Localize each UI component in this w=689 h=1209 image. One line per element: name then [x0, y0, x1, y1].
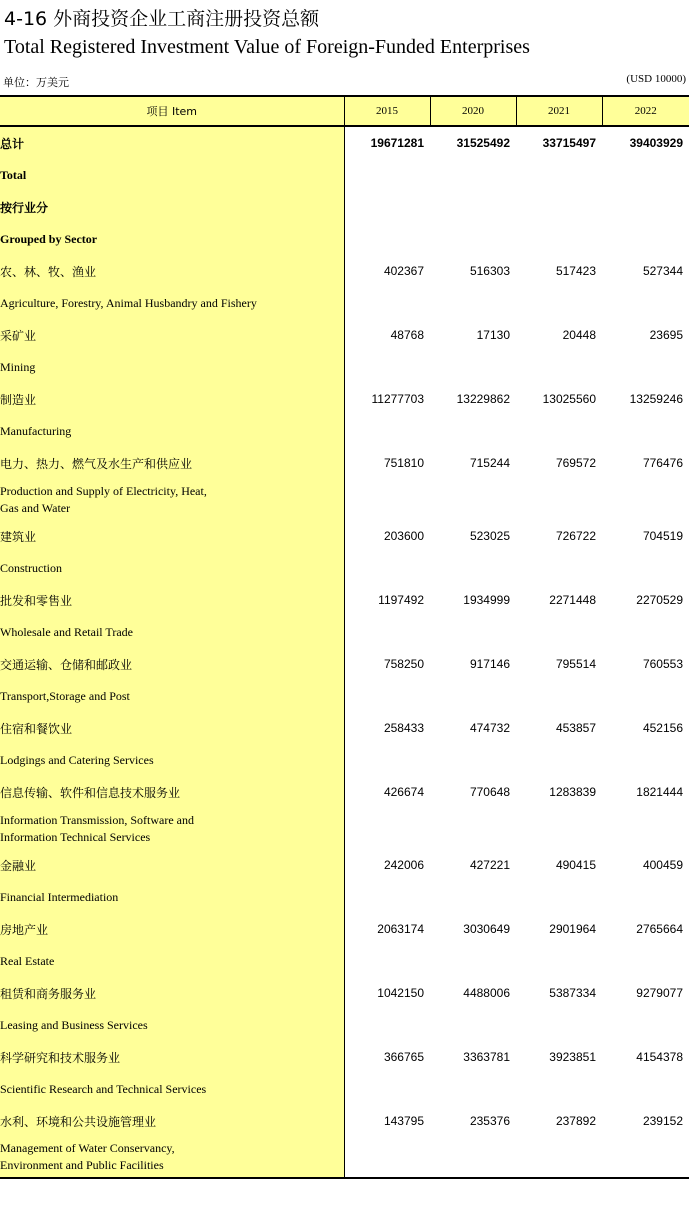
sector-value: 427221 [469, 858, 510, 872]
sector-value: 426674 [383, 785, 424, 799]
sector-row [0, 776, 689, 808]
sector-value: 2901964 [549, 922, 596, 936]
sector-label-english [0, 945, 344, 977]
sector-label-english [0, 415, 344, 447]
sector-label-chinese: 信息传输、软件和信息技术服务业 [0, 776, 344, 808]
sector-value: 5387334 [549, 986, 596, 1000]
empty-cell [344, 680, 430, 712]
sector-value: 3030649 [463, 922, 510, 936]
sector-label-english [0, 351, 344, 383]
sector-row [0, 712, 689, 744]
empty-cell [516, 881, 602, 913]
sector-value: 452156 [642, 721, 683, 735]
sector-value: 13259246 [629, 392, 683, 406]
sector-value: 917146 [469, 657, 510, 671]
sector-row [0, 520, 689, 552]
empty-cell [516, 744, 602, 776]
empty-cell [602, 479, 689, 520]
sector-row [0, 319, 689, 351]
header-year: 2020 [430, 96, 516, 126]
sector-label-chinese: 交通运输、仓储和邮政业 [0, 648, 344, 680]
sector-label-english-line: Manufacturing [0, 423, 72, 438]
sector-row [0, 849, 689, 881]
empty-cell [430, 351, 516, 383]
sector-value: 11277703 [371, 392, 424, 406]
group-row [0, 191, 689, 223]
sector-row [0, 255, 689, 287]
sector-value: 490415 [555, 858, 596, 872]
sector-row [0, 584, 689, 616]
empty-cell [602, 808, 689, 849]
sector-label-chinese: 采矿业 [0, 319, 344, 351]
empty-cell [344, 808, 430, 849]
total-value: 39403929 [629, 136, 683, 150]
sector-value: 366765 [383, 1050, 424, 1064]
sector-value: 4488006 [463, 986, 510, 1000]
sector-label-chinese: 制造业 [0, 383, 344, 415]
empty-cell [602, 881, 689, 913]
empty-cell [344, 881, 430, 913]
sector-value: 239152 [642, 1114, 683, 1128]
empty-cell [602, 1009, 689, 1041]
sector-value: 235376 [469, 1114, 510, 1128]
empty-cell [344, 415, 430, 447]
empty-cell [602, 552, 689, 584]
sector-label-english-line: Wholesale and Retail Trade [0, 624, 133, 639]
header-year: 2021 [516, 96, 602, 126]
empty-cell [344, 1073, 430, 1105]
sector-label-chinese: 建筑业 [0, 520, 344, 552]
sector-value: 1283839 [549, 785, 596, 799]
sector-value: 2270529 [636, 593, 683, 607]
sector-english-row [0, 1137, 689, 1178]
sector-value: 13025560 [542, 392, 596, 406]
total-value: 31525492 [456, 136, 510, 150]
empty-cell [430, 744, 516, 776]
empty-cell [430, 616, 516, 648]
empty-cell [602, 616, 689, 648]
empty-cell [430, 808, 516, 849]
sector-label-chinese: 水利、环境和公共设施管理业 [0, 1105, 344, 1137]
empty-cell [344, 1137, 430, 1178]
empty-cell [602, 415, 689, 447]
empty-cell [430, 415, 516, 447]
sector-value: 2765664 [636, 922, 683, 936]
empty-cell [430, 881, 516, 913]
sector-value: 726722 [555, 529, 596, 543]
sector-english-row [0, 351, 689, 383]
table-title-english: Total Registered Investment Value of Foreign-Funded Enterprises [4, 36, 530, 58]
sector-label-english-line: Information Transmission, Software and [0, 812, 194, 827]
empty-cell [516, 552, 602, 584]
empty-cell [344, 744, 430, 776]
sector-value: 143795 [383, 1114, 424, 1128]
sector-english-row [0, 680, 689, 712]
sector-label-english [0, 881, 344, 913]
sector-label-english-line: Leasing and Business Services [0, 1017, 148, 1032]
sector-label-chinese: 金融业 [0, 849, 344, 881]
empty-cell [602, 1137, 689, 1178]
empty-cell [516, 808, 602, 849]
sector-value: 17130 [476, 328, 510, 342]
group-label-english: Grouped by Sector [0, 223, 344, 255]
sector-english-row [0, 945, 689, 977]
sector-english-row [0, 479, 689, 520]
table-body [0, 126, 689, 1178]
sector-value: 400459 [642, 858, 683, 872]
empty-cell [430, 680, 516, 712]
empty-cell [430, 552, 516, 584]
header-year: 2015 [344, 96, 430, 126]
sector-english-row [0, 1009, 689, 1041]
sector-label-english [0, 808, 344, 849]
sector-value: 1042150 [377, 986, 424, 1000]
sector-english-row [0, 881, 689, 913]
sector-label-english [0, 479, 344, 520]
empty-cell [344, 552, 430, 584]
sector-value: 3363781 [463, 1050, 510, 1064]
empty-cell [344, 287, 430, 319]
header-year: 2022 [602, 96, 689, 126]
sector-value: 20448 [562, 328, 596, 342]
sector-english-row [0, 1073, 689, 1105]
sector-label-english-line: Management of Water Conservancy, [0, 1141, 175, 1155]
sector-row [0, 913, 689, 945]
empty-cell [516, 945, 602, 977]
empty-cell [430, 1009, 516, 1041]
sector-value: 523025 [469, 529, 510, 543]
sector-label-english-line: Production and Supply of Electricity, Heat, [0, 483, 207, 498]
total-label-chinese: 总计 [0, 126, 344, 159]
sector-value: 242006 [383, 858, 424, 872]
group-label-chinese: 按行业分 [0, 191, 344, 223]
empty-cell [344, 616, 430, 648]
empty-cell [344, 479, 430, 520]
sector-value: 203600 [383, 529, 424, 543]
sector-label-english-line: Scientific Research and Technical Services [0, 1081, 207, 1096]
sector-label-english [0, 680, 344, 712]
table-title-chinese: 4-16 外商投资企业工商注册投资总额 [4, 8, 320, 30]
empty-cell [602, 680, 689, 712]
empty-cell [430, 1073, 516, 1105]
sector-label-english-line: Transport,Storage and Post [0, 688, 130, 703]
sector-value: 795514 [555, 657, 596, 671]
sector-label-english [0, 287, 344, 319]
sector-label-english [0, 744, 344, 776]
empty-cell [430, 1137, 516, 1178]
empty-cell [516, 287, 602, 319]
sector-value: 770648 [469, 785, 510, 799]
sector-value: 453857 [555, 721, 596, 735]
sector-value: 527344 [642, 264, 683, 278]
empty-cell [516, 415, 602, 447]
empty-cell [602, 945, 689, 977]
sector-label-chinese: 农、林、牧、渔业 [0, 255, 344, 287]
empty-cell [344, 1009, 430, 1041]
sector-value: 760553 [642, 657, 683, 671]
total-label-english: Total [0, 159, 344, 191]
sector-english-row [0, 287, 689, 319]
sector-row [0, 383, 689, 415]
sector-label-english-line: Construction [0, 560, 62, 575]
sector-row [0, 648, 689, 680]
sector-value: 776476 [642, 456, 683, 470]
sector-label-english-line: Real Estate [0, 953, 55, 968]
sector-value: 4154378 [636, 1050, 683, 1064]
sector-row [0, 1041, 689, 1073]
sector-label-english-line: Lodgings and Catering Services [0, 752, 154, 767]
sector-value: 517423 [555, 264, 596, 278]
sector-label-english-line: Mining [0, 359, 36, 374]
sector-english-row [0, 808, 689, 849]
sector-label-english [0, 552, 344, 584]
sector-label-chinese: 科学研究和技术服务业 [0, 1041, 344, 1073]
sector-label-chinese: 住宿和餐饮业 [0, 712, 344, 744]
empty-cell [602, 351, 689, 383]
sector-label-chinese: 批发和零售业 [0, 584, 344, 616]
sector-value: 402367 [383, 264, 424, 278]
empty-cell [430, 945, 516, 977]
empty-cell [430, 287, 516, 319]
sector-value: 23695 [649, 328, 683, 342]
sector-english-row [0, 552, 689, 584]
empty-cell [602, 1073, 689, 1105]
sector-label-english-line: Environment and Public Facilities [0, 1158, 164, 1172]
sector-label-chinese: 租赁和商务服务业 [0, 977, 344, 1009]
sector-label-english [0, 1137, 344, 1178]
sector-value: 758250 [383, 657, 424, 671]
sector-value: 2063174 [377, 922, 424, 936]
empty-cell [516, 479, 602, 520]
sector-label-english-line: Agriculture, Forestry, Animal Husbandry and Fishery [0, 295, 257, 310]
sector-english-row [0, 616, 689, 648]
sector-row [0, 1105, 689, 1137]
sector-value: 715244 [469, 456, 510, 470]
unit-label-english: (USD 10000) [626, 73, 686, 85]
sector-value: 3923851 [549, 1050, 596, 1064]
sector-label-english [0, 1073, 344, 1105]
sector-value: 769572 [555, 456, 596, 470]
sector-value: 516303 [469, 264, 510, 278]
sector-value: 751810 [383, 456, 424, 470]
sector-value: 13229862 [456, 392, 510, 406]
empty-cell [516, 351, 602, 383]
empty-cell [516, 616, 602, 648]
group-english-row [0, 223, 689, 255]
empty-cell [516, 1073, 602, 1105]
sector-label-chinese: 电力、热力、燃气及水生产和供应业 [0, 447, 344, 479]
header-row [0, 96, 689, 126]
empty-cell [602, 744, 689, 776]
sector-row [0, 447, 689, 479]
investment-table [0, 95, 689, 1179]
total-row [0, 126, 689, 159]
sector-value: 474732 [469, 721, 510, 735]
sector-label-english-line: Financial Intermediation [0, 889, 119, 904]
empty-cell [430, 479, 516, 520]
sector-label-english [0, 1009, 344, 1041]
sector-value: 48768 [390, 328, 424, 342]
empty-cell [516, 1009, 602, 1041]
empty-cell [344, 945, 430, 977]
total-value: 19671281 [370, 136, 424, 150]
sector-value: 9279077 [636, 986, 683, 1000]
unit-label-chinese: 单位：万美元 [3, 76, 69, 89]
sector-value: 1197492 [378, 593, 424, 607]
sector-label-english-line: Gas and Water [0, 500, 71, 515]
sector-row [0, 977, 689, 1009]
header-item: 项目 Item [0, 96, 344, 126]
sector-value: 704519 [642, 529, 683, 543]
sector-english-row [0, 744, 689, 776]
sector-value: 1821444 [636, 785, 683, 799]
sector-value: 258433 [383, 721, 424, 735]
empty-cell [516, 680, 602, 712]
total-value: 33715497 [542, 136, 596, 150]
sector-value: 237892 [555, 1114, 596, 1128]
sector-english-row [0, 415, 689, 447]
sector-label-chinese: 房地产业 [0, 913, 344, 945]
sector-label-english [0, 616, 344, 648]
sector-value: 1934999 [463, 593, 510, 607]
total-english-row [0, 159, 689, 191]
empty-cell [344, 351, 430, 383]
sector-label-english-line: Information Technical Services [0, 829, 151, 844]
empty-cell [602, 287, 689, 319]
sector-value: 2271448 [549, 593, 596, 607]
empty-cell [516, 1137, 602, 1178]
